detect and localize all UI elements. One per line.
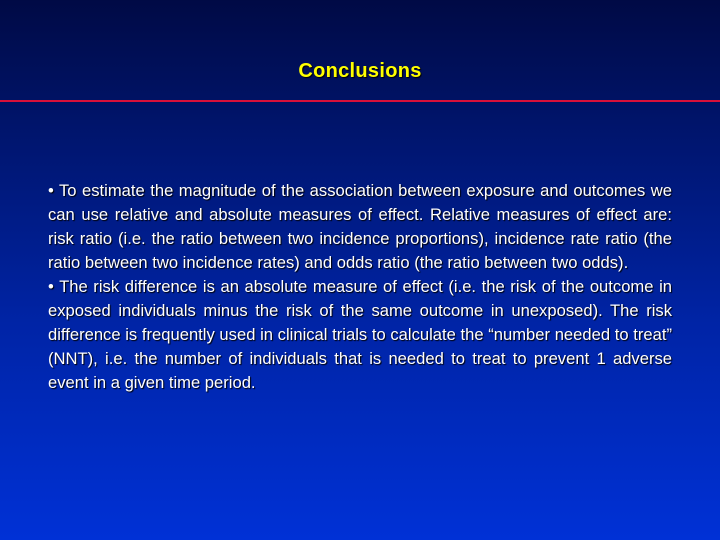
slide-title: Conclusions (298, 60, 422, 82)
slide-body (48, 179, 672, 395)
title-divider (0, 100, 720, 102)
bullet-paragraph-relative-measures: • To estimate the magnitude of the association between exposure and outcomes we can use relative and absolute measures of effect. Relative measures of effect are: risk ratio (i.e. the ratio between two incidence proportions), incidence rate ratio (the ratio between two incidence rates) and odds ratio (the ratio between two odds). (48, 181, 672, 272)
bullet-paragraph-risk-difference: • The risk difference is an absolute measure of effect (i.e. the risk of the outcome in exposed individuals minus the risk of the same outcome in unexposed). The risk difference is frequently used in clinical trials to calculate the “number needed to treat” (NNT), i.e. the number of individuals that is needed to treat to prevent 1 adverse event in a given time period. (48, 277, 672, 392)
